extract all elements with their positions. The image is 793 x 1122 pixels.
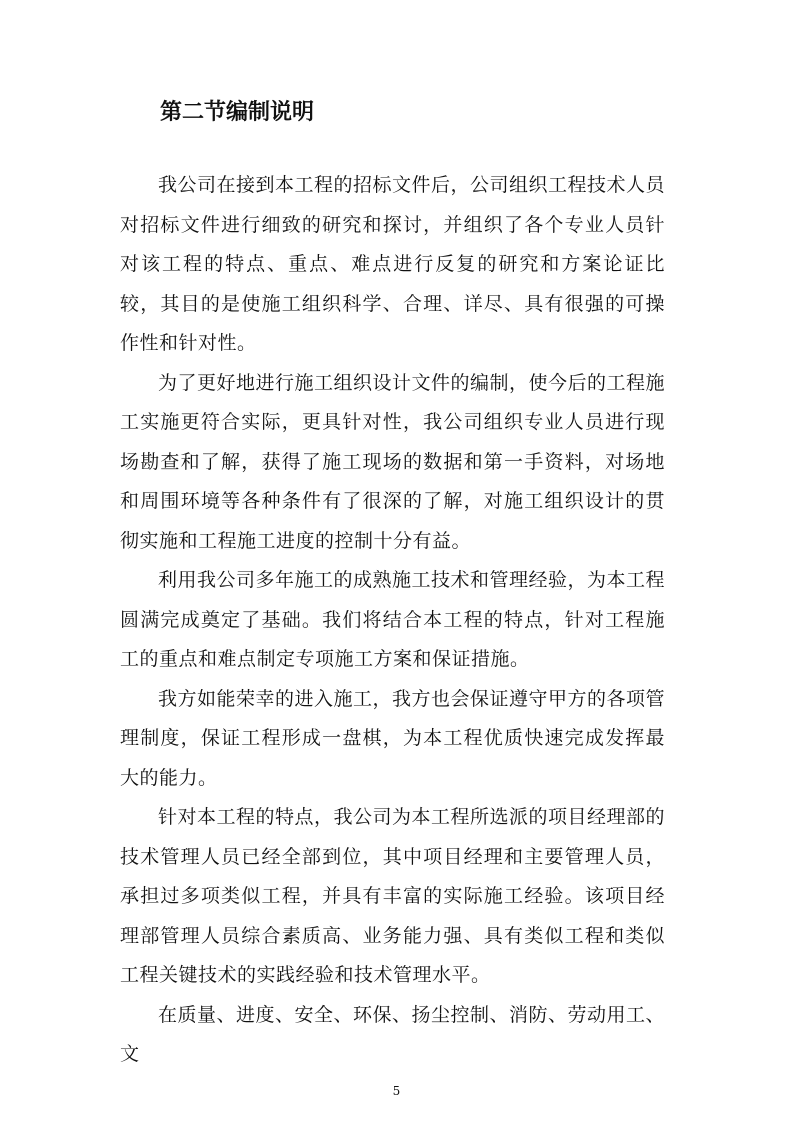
paragraph-5: 针对本工程的特点，我公司为本工程所选派的项目经理部的技术管理人员已经全部到位，其中项目经理和主要管理人员，承担过多项类似工程，并具有丰富的实际施工经验。该项目经理部管理人员综合素质高、业务能力强、具有类似工程和类似工程关键技术的实践经验和技术管理水平。 xyxy=(120,806,666,986)
page-number: 5 xyxy=(392,1084,401,1098)
body-text xyxy=(120,166,665,1075)
section-heading: 第二节编制说明 xyxy=(160,99,315,125)
paragraph-2: 为了更好地进行施工组织设计文件的编制，使今后的工程施工实施更符合实际，更具针对性，我公司组织专业人员进行现场勘查和了解，获得了施工现场的数据和第一手资料，对场地和周围环境等各种条件有了很深的了解，对施工组织设计的贯彻实施和工程施工进度的控制十分有益。 xyxy=(120,371,666,552)
paragraph-4: 我方如能荣幸的进入施工，我方也会保证遵守甲方的各项管理制度，保证工程形成一盘棋，为本工程优质快速完成发挥最大的能力。 xyxy=(120,687,666,789)
paragraph-3: 利用我公司多年施工的成熟施工技术和管理经验，为本工程圆满完成奠定了基础。我们将结合本工程的特点，针对工程施工的重点和难点制定专项施工方案和保证措施。 xyxy=(120,569,666,670)
paragraph-1: 我公司在接到本工程的招标文件后，公司组织工程技术人员对招标文件进行细致的研究和探讨，并组织了各个专业人员针对该工程的特点、重点、难点进行反复的研究和方案论证比较，其目的是使施工组织科学、合理、详尽、具有很强的可操作性和针对性。 xyxy=(120,174,666,354)
paragraph-6: 在质量、进度、安全、环保、扬尘控制、消防、劳动用工、文 xyxy=(120,1003,666,1065)
